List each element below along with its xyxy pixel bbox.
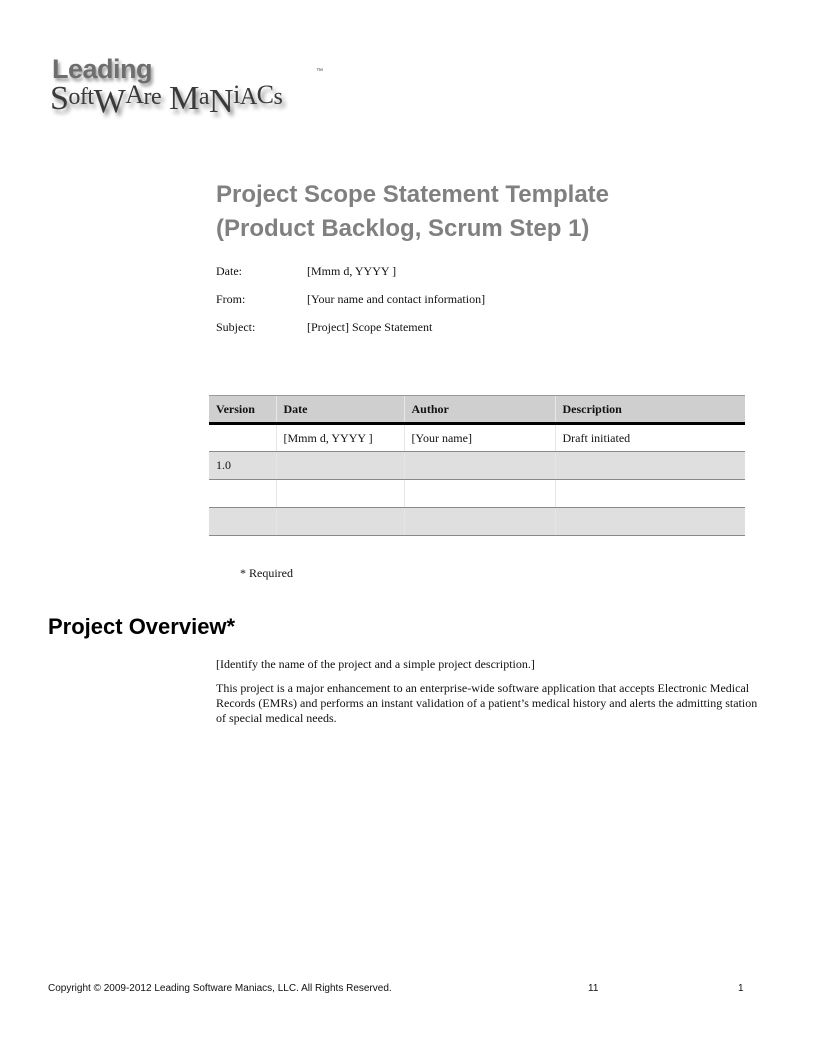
logo-letter: i: [233, 80, 240, 109]
required-note: * Required: [240, 566, 293, 580]
memo-label: Subject:: [216, 320, 256, 334]
logo-letter: oft: [68, 84, 94, 110]
table-cell: [Your name]: [404, 424, 555, 452]
table-cell: [209, 508, 276, 536]
logo-letter: s: [273, 84, 283, 110]
table-cell: [209, 480, 276, 508]
table-cell: [555, 508, 745, 536]
table-header-row: [209, 396, 745, 424]
table-cell: 1.0: [209, 452, 276, 480]
table-row: [209, 480, 745, 508]
table-row: [209, 424, 745, 452]
logo-word-leading: Leading: [52, 54, 153, 84]
company-logo: [50, 52, 330, 132]
table-cell: Draft initiated: [555, 424, 745, 452]
footer-page-label: 11: [588, 983, 599, 994]
column-header-version: Version: [209, 396, 276, 424]
table-cell: [Mmm d, YYYY ]: [276, 424, 404, 452]
memo-label: From:: [216, 292, 246, 306]
logo-letter: S: [50, 80, 69, 117]
logo-letter: re: [143, 84, 162, 110]
column-header-author: Author: [404, 396, 555, 424]
column-header-date: Date: [276, 396, 404, 424]
memo-value: [Project] Scope Statement: [307, 320, 433, 334]
footer-copyright: Copyright © 2009-2012 Leading Software Maniacs, LLC. All Rights Reserved.: [48, 983, 392, 994]
logo-letter: a: [198, 84, 210, 110]
document-title-line-1: Project Scope Statement Template: [216, 181, 609, 208]
table-row: [209, 452, 745, 480]
table-cell: [404, 480, 555, 508]
memo-value: [Mmm d, YYYY ]: [307, 264, 397, 278]
table-cell: [404, 508, 555, 536]
logo-letter: A: [125, 80, 144, 109]
memo-value: [Your name and contact information]: [307, 292, 486, 306]
footer-page-number: 1: [738, 983, 744, 994]
memo-label: Date:: [216, 264, 242, 278]
table-cell: [276, 508, 404, 536]
logo-word-software-maniacs: [50, 80, 282, 121]
table-row: [209, 508, 745, 536]
logo-letter: [161, 80, 169, 117]
table-cell: [555, 480, 745, 508]
paragraph-description: This project is a major enhancement to an enterprise-wide software application that accepts Electronic Medical Records (EMRs) and performs an instant validation of a patient’s medical history and alerts the admitting station of special medical needs.: [216, 681, 758, 725]
document-title: [216, 178, 776, 246]
table-cell: [276, 452, 404, 480]
column-header-description: Description: [555, 396, 745, 424]
section-heading-project-overview: Project Overview*: [48, 614, 236, 639]
trademark-symbol: ™: [316, 68, 323, 75]
logo-letter: A: [239, 84, 257, 110]
table-cell: [276, 480, 404, 508]
table-cell: [404, 452, 555, 480]
logo-letter: N: [209, 83, 234, 120]
document-title-line-2: (Product Backlog, Scrum Step 1): [216, 215, 590, 242]
table-cell: [555, 452, 745, 480]
logo-letter: M: [169, 80, 199, 117]
paragraph-instruction: [Identify the name of the project and a simple project description.]: [216, 657, 535, 671]
logo-letter: C: [256, 80, 274, 109]
version-history-table: [209, 395, 745, 536]
logo-letter: W: [93, 83, 126, 120]
table-cell: [209, 424, 276, 452]
